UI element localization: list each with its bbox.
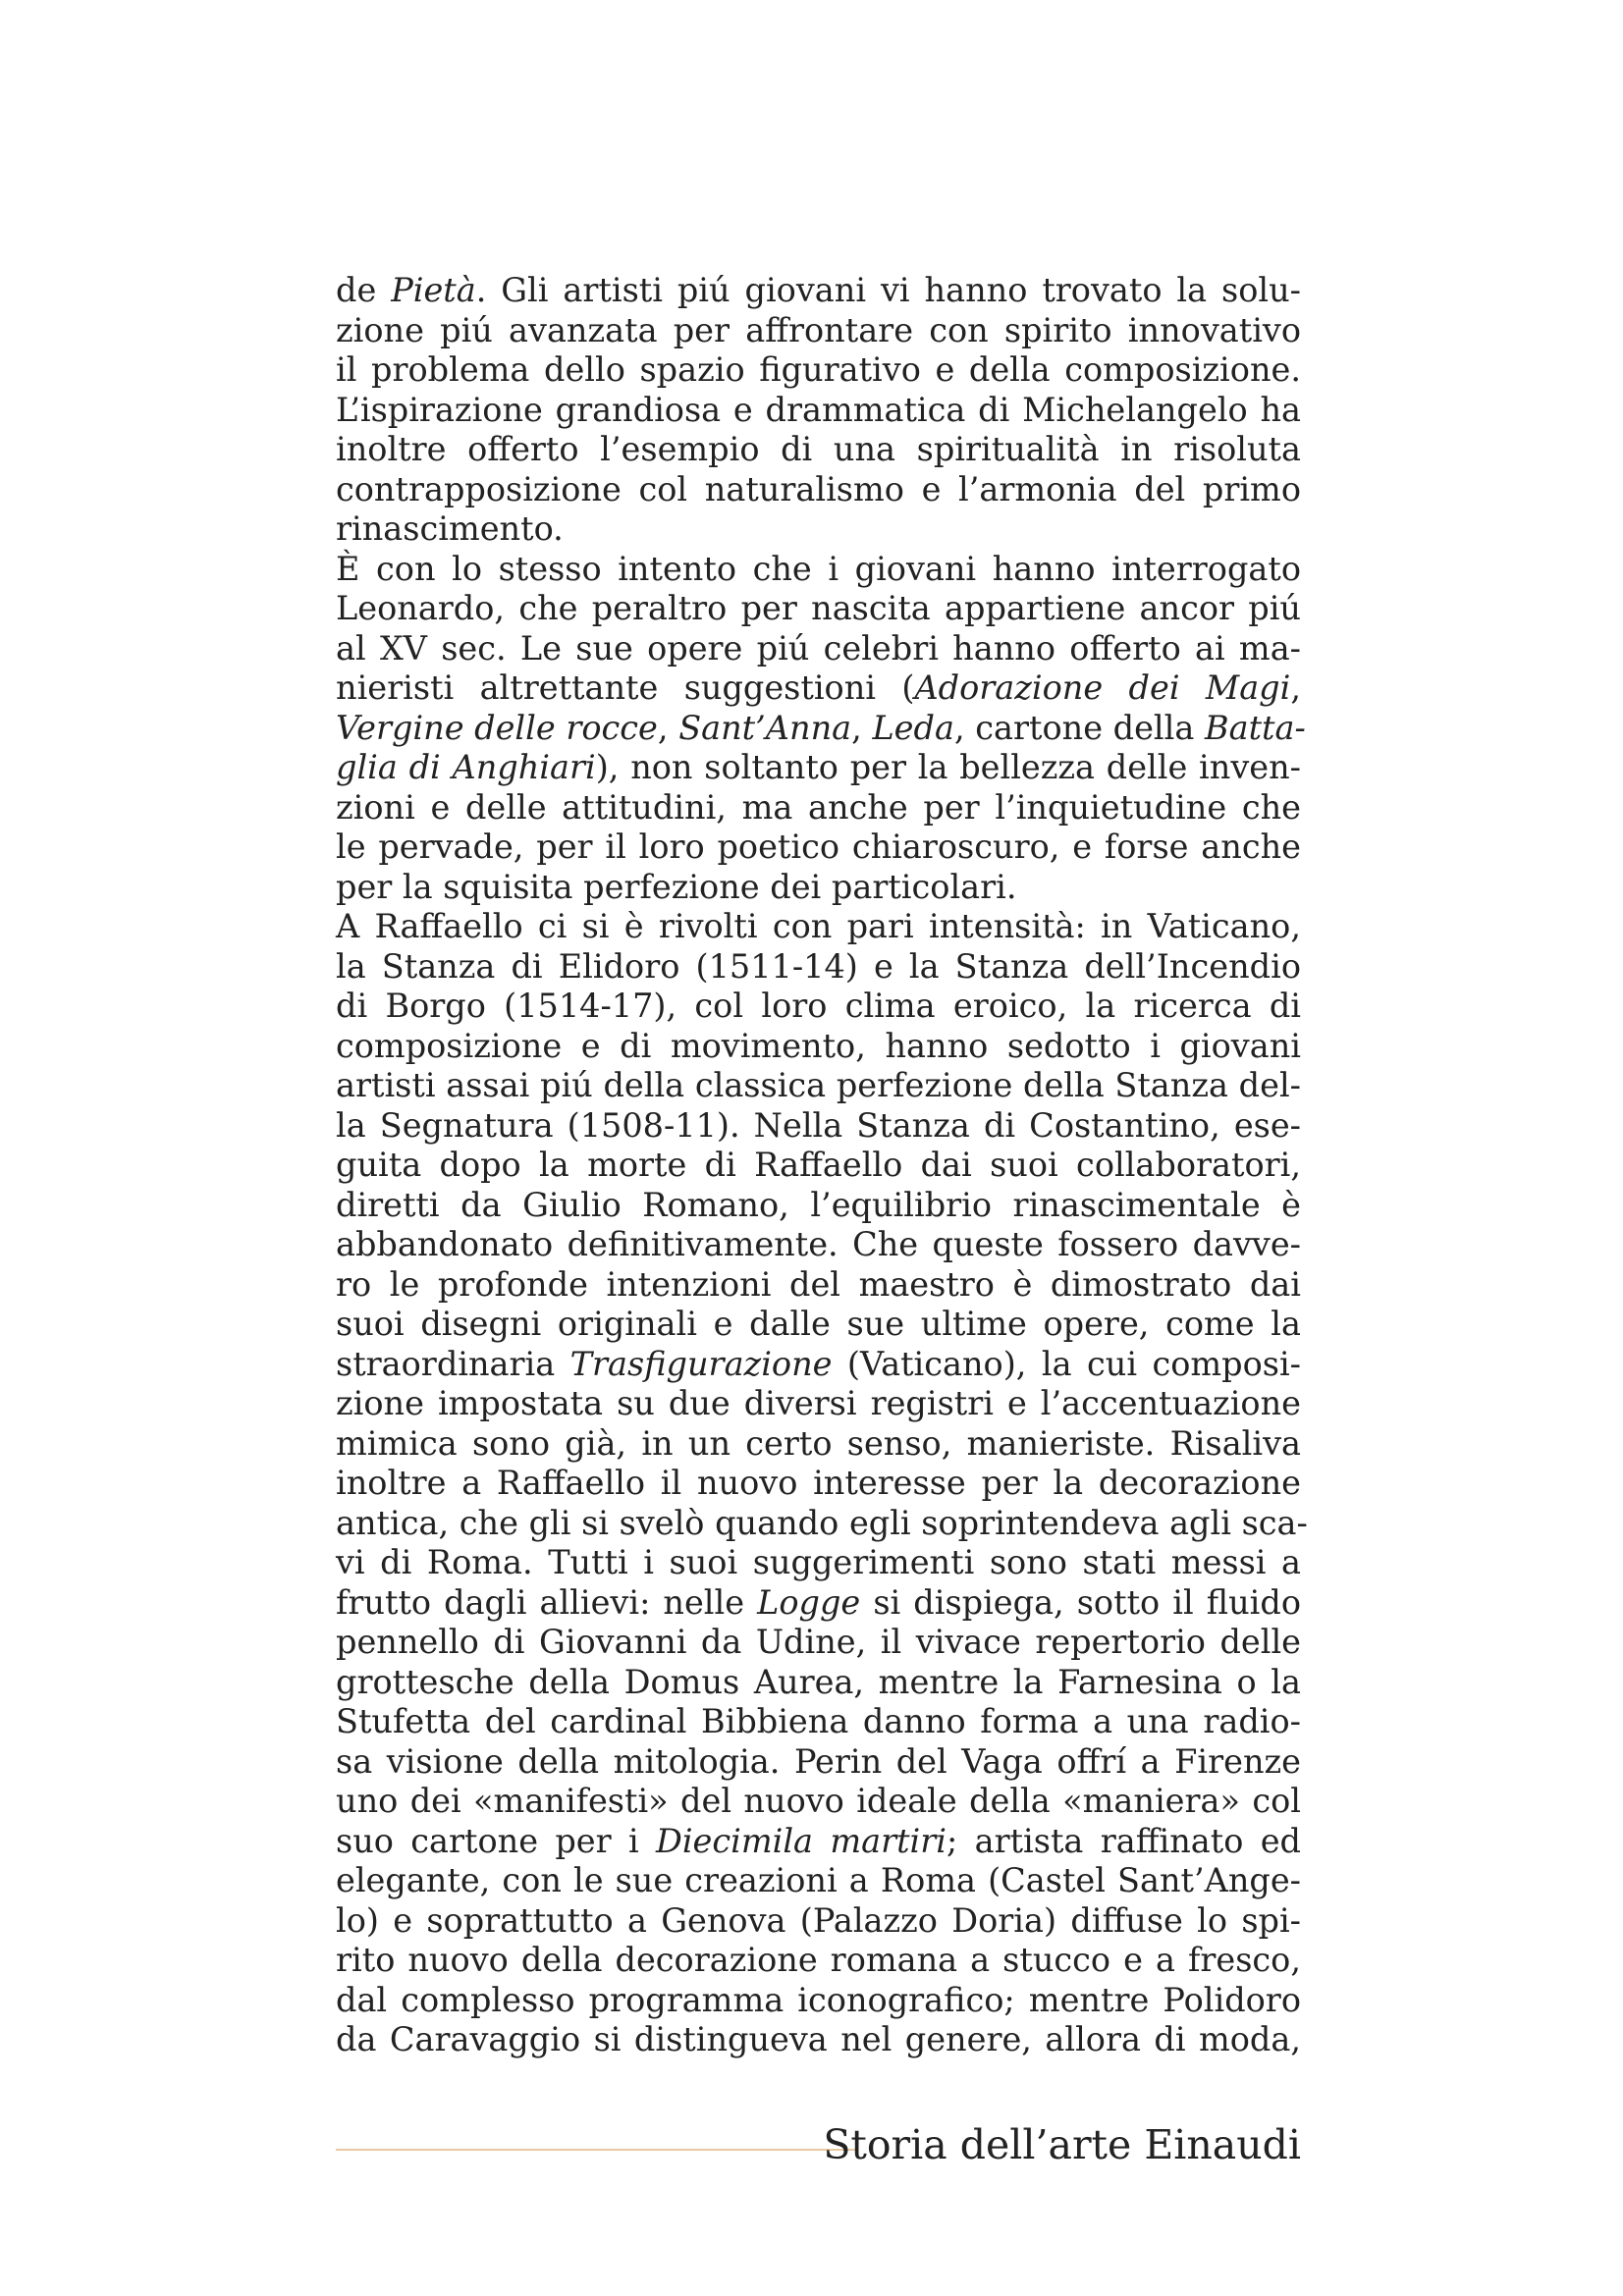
text-run: la Segnatura (1508-11). Nella Stanza di Costantino, ese- [336, 1105, 1301, 1145]
text-line [336, 788, 1301, 828]
text-line [336, 1186, 1301, 1226]
text-run: elegante, con le sue creazioni a Roma (Castel Sant’Ange- [336, 1861, 1301, 1899]
text-run: straordinaria [336, 1344, 570, 1383]
text-run: inoltre a Raffaello il nuovo interesse per la decorazione [336, 1464, 1301, 1502]
text-run: il problema dello spazio figurativo e della composizione. [336, 350, 1301, 389]
text-run: ro le profonde intenzioni del maestro è dimostrato dai [336, 1264, 1301, 1304]
page-footer [336, 2115, 1301, 2174]
text-line [336, 1981, 1301, 2021]
text-run: composizione e di movimento, hanno sedotto i giovani [336, 1026, 1301, 1065]
text-line [336, 1941, 1301, 1981]
text-run: abbandonato definitivamente. Che queste fossero davve- [336, 1225, 1301, 1263]
text-run: pennello di Giovanni da Udine, il vivace repertorio delle [336, 1623, 1301, 1661]
text-run: zione impostata su due diversi registri e l’accentuazione [336, 1384, 1301, 1422]
text-run: zioni e delle attitudini, ma anche per l’inquietudine che [336, 787, 1301, 827]
text-line [336, 708, 1306, 749]
text-run: L’ispirazione grandiosa e drammatica di Michelangelo ha [336, 390, 1301, 429]
text-run: grottesche della Domus Aurea, mentre la Farnesina o la [336, 1662, 1301, 1701]
text-line [336, 1583, 1301, 1624]
text-run: antica, che gli si svelò quando egli soprintendeva agli sca- [336, 1503, 1308, 1542]
text-run: , [657, 708, 679, 747]
text-run: da Caravaggio si distingueva nel genere, allora di moda, [336, 2020, 1301, 2058]
italic-title: Logge [757, 1582, 861, 1622]
text-line [336, 589, 1301, 629]
text-line [336, 1543, 1301, 1583]
text-line [336, 1106, 1301, 1147]
text-line [336, 1742, 1301, 1783]
text-line [336, 391, 1301, 431]
text-run: ; artista raffinato ed [947, 1821, 1301, 1860]
text-run: di Borgo (1514-17), col loro clima eroico, la ricerca di [336, 987, 1301, 1025]
text-run: contrapposizione col naturalismo e l’armonia del primo [336, 469, 1301, 508]
footer-publication-title: Storia dell’arte Einaudi [823, 2121, 1301, 2168]
text-line [336, 2020, 1301, 2060]
text-line [336, 1464, 1301, 1504]
italic-title: Leda [872, 708, 954, 747]
text-line [336, 470, 1301, 510]
text-run: A Raffaello ci si è rivolti con pari intensità: in Vaticano, [336, 907, 1301, 945]
text-line [336, 1623, 1301, 1663]
text-line [336, 868, 1301, 908]
text-run: si dispiega, sotto il fluido [860, 1582, 1301, 1622]
text-run: al XV sec. Le sue opere piú celebri hanno offerto ai ma- [336, 628, 1301, 667]
italic-title: Vergine delle rocce [336, 708, 658, 747]
text-line [336, 1265, 1301, 1306]
text-line [336, 1663, 1301, 1703]
text-run: Leonardo, che peraltro per nascita appartiene ancor piú [336, 589, 1301, 627]
body-text [336, 271, 1308, 2060]
text-run: Stufetta del cardinal Bibbiena danno forma a una radio- [336, 1702, 1301, 1740]
italic-title: Adorazione dei Magi [914, 668, 1291, 707]
text-line [336, 947, 1301, 988]
text-line [336, 509, 1301, 550]
italic-title: Pietà [391, 271, 476, 309]
text-run: per la squisita perfezione dei particolari. [336, 867, 1017, 906]
text-line [336, 629, 1301, 669]
text-line [336, 1861, 1301, 1901]
text-line [336, 907, 1301, 947]
text-run: guita dopo la morte di Raffaello dai suoi collaboratori, [336, 1146, 1301, 1184]
text-line [336, 987, 1301, 1027]
text-line [336, 1782, 1301, 1822]
text-line [336, 311, 1301, 351]
text-run: vi di Roma. Tutti i suoi suggerimenti sono stati messi a [336, 1543, 1301, 1581]
text-line [336, 1822, 1301, 1862]
text-run: artisti assai piú della classica perfezione della Stanza del- [336, 1066, 1301, 1104]
text-run: È con lo stesso intento che i giovani hanno interrogato [336, 549, 1301, 588]
footer-rule [336, 2149, 855, 2151]
italic-title: Sant’Anna [678, 708, 852, 747]
text-run: suoi disegni originali e dalle sue ultime opere, come la [336, 1305, 1301, 1343]
text-line [336, 1146, 1301, 1186]
text-line [336, 1503, 1308, 1544]
text-run: mimica sono già, in un certo senso, manieriste. Risaliva [336, 1423, 1301, 1463]
text-run: zione piú avanzata per affrontare con spirito innovativo [336, 310, 1301, 349]
text-run: nieristi altrettante suggestioni ( [336, 668, 915, 707]
text-run: frutto dagli allievi: nelle [336, 1582, 758, 1622]
text-run: la Stanza di Elidoro (1511-14) e la Stanza dell’Incendio [336, 946, 1301, 986]
text-line [336, 1424, 1301, 1465]
text-run: rinascimento. [336, 509, 564, 548]
text-line [336, 550, 1301, 590]
text-run: . Gli artisti piú giovani vi hanno trovato la solu- [475, 271, 1301, 309]
text-line [336, 1027, 1301, 1067]
italic-title: Batta- [1204, 708, 1306, 747]
text-line [336, 668, 1301, 709]
italic-title: Trasfigurazione [569, 1344, 833, 1383]
text-line [336, 1225, 1301, 1265]
text-line [336, 350, 1301, 391]
text-run: , [851, 708, 873, 747]
text-run: ), non soltanto per la bellezza delle inven- [595, 748, 1301, 786]
text-line [336, 1901, 1301, 1942]
text-line [336, 1066, 1301, 1106]
text-run: uno dei «manifesti» del nuovo ideale della «maniera» col [336, 1782, 1301, 1820]
text-run: suo cartone per i [336, 1821, 656, 1860]
text-run: inoltre offerto l’esempio di una spiritualità in risoluta [336, 430, 1301, 468]
text-line [336, 430, 1301, 470]
text-run: dal complesso programma iconografico; mentre Polidoro [336, 1980, 1301, 2019]
text-run: le pervade, per il loro poetico chiaroscuro, e forse anche [336, 828, 1301, 866]
text-run: , [1290, 668, 1301, 707]
text-line [336, 1702, 1301, 1742]
text-run: sa visione della mitologia. Perin del Vaga offrí a Firenze [336, 1741, 1301, 1781]
text-run: lo) e soprattutto a Genova (Palazzo Doria) diffuse lo spi- [336, 1900, 1301, 1940]
text-run: de [336, 271, 392, 309]
text-line [336, 1345, 1301, 1385]
italic-title: Diecimila martiri [655, 1821, 947, 1860]
italic-title: glia di Anghiari [336, 748, 596, 786]
text-run: rito nuovo della decorazione romana a stucco e a fresco, [336, 1941, 1301, 1979]
text-line [336, 748, 1301, 788]
text-run: (Vaticano), la cui composi- [832, 1344, 1301, 1383]
text-line [336, 828, 1301, 868]
text-run: , cartone della [953, 708, 1205, 747]
text-line [336, 271, 1301, 311]
text-line [336, 1384, 1301, 1424]
text-run: diretti da Giulio Romano, l’equilibrio rinascimentale è [336, 1185, 1301, 1224]
text-line [336, 1305, 1301, 1345]
